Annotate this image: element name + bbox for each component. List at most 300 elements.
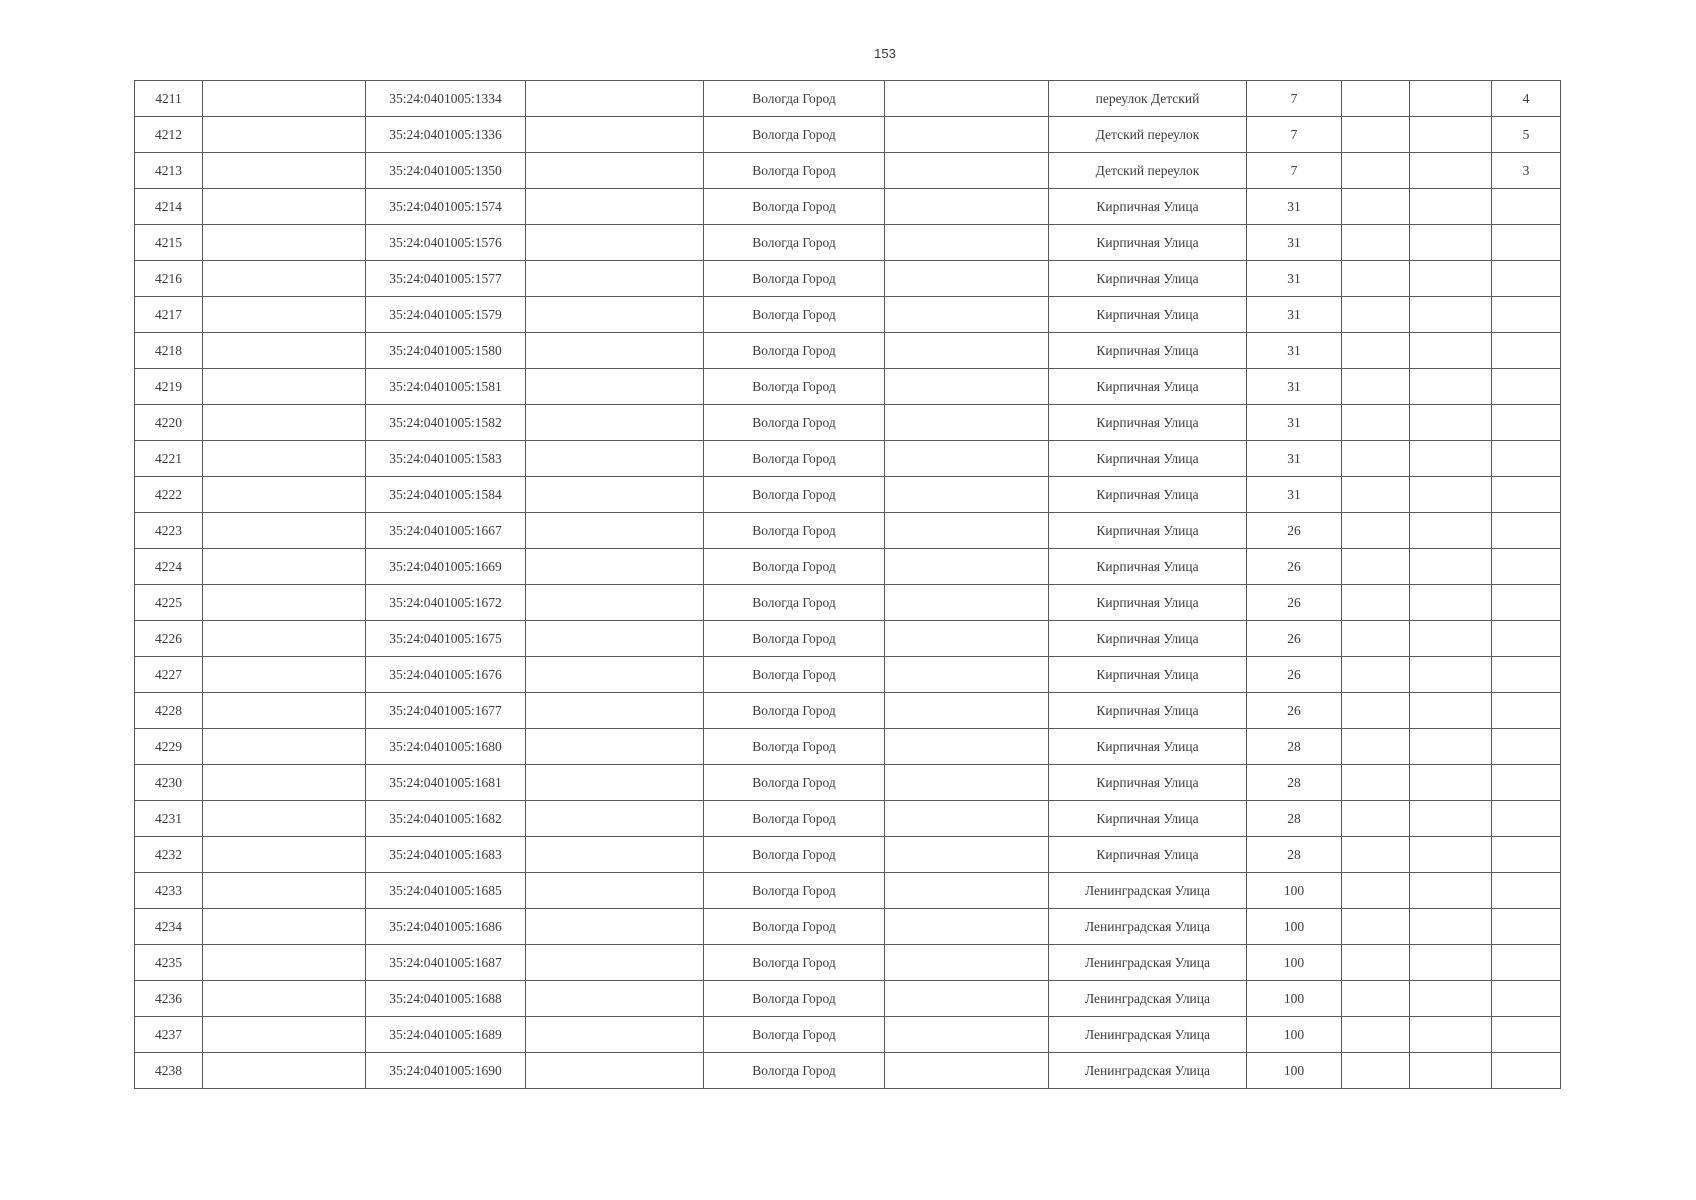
empty-cell <box>526 981 704 1017</box>
empty-cell <box>203 369 366 405</box>
apartment-cell <box>1492 693 1561 729</box>
empty-cell <box>1342 153 1410 189</box>
empty-cell <box>203 1053 366 1089</box>
empty-cell <box>203 801 366 837</box>
apartment-cell <box>1492 729 1561 765</box>
row-number-cell: 4211 <box>135 81 203 117</box>
table-row <box>135 477 1561 513</box>
street-cell: Ленинградская Улица <box>1049 873 1247 909</box>
house-number-cell: 26 <box>1247 657 1342 693</box>
empty-cell <box>203 81 366 117</box>
apartment-cell <box>1492 981 1561 1017</box>
empty-cell <box>1410 261 1492 297</box>
cadastral-number-cell: 35:24:0401005:1675 <box>366 621 526 657</box>
row-number-cell: 4235 <box>135 945 203 981</box>
empty-cell <box>526 837 704 873</box>
empty-cell <box>885 801 1049 837</box>
cadastral-number-cell: 35:24:0401005:1336 <box>366 117 526 153</box>
empty-cell <box>203 189 366 225</box>
apartment-cell <box>1492 621 1561 657</box>
house-number-cell: 28 <box>1247 837 1342 873</box>
empty-cell <box>1342 549 1410 585</box>
empty-cell <box>526 441 704 477</box>
cadastral-number-cell: 35:24:0401005:1687 <box>366 945 526 981</box>
table-row <box>135 441 1561 477</box>
locality-cell: Вологда Город <box>704 801 885 837</box>
empty-cell <box>1342 837 1410 873</box>
empty-cell <box>1342 1017 1410 1053</box>
apartment-cell <box>1492 369 1561 405</box>
apartment-cell <box>1492 765 1561 801</box>
locality-cell: Вологда Город <box>704 441 885 477</box>
apartment-cell <box>1492 549 1561 585</box>
house-number-cell: 26 <box>1247 513 1342 549</box>
empty-cell <box>526 729 704 765</box>
cadastral-number-cell: 35:24:0401005:1582 <box>366 405 526 441</box>
empty-cell <box>526 585 704 621</box>
locality-cell: Вологда Город <box>704 729 885 765</box>
empty-cell <box>1342 765 1410 801</box>
street-cell: Кирпичная Улица <box>1049 657 1247 693</box>
table-row <box>135 729 1561 765</box>
cadastral-number-cell: 35:24:0401005:1577 <box>366 261 526 297</box>
locality-cell: Вологда Город <box>704 477 885 513</box>
empty-cell <box>885 837 1049 873</box>
table-row <box>135 369 1561 405</box>
empty-cell <box>203 477 366 513</box>
empty-cell <box>203 945 366 981</box>
row-number-cell: 4238 <box>135 1053 203 1089</box>
empty-cell <box>885 1017 1049 1053</box>
cadastral-number-cell: 35:24:0401005:1584 <box>366 477 526 513</box>
house-number-cell: 100 <box>1247 1053 1342 1089</box>
row-number-cell: 4233 <box>135 873 203 909</box>
table-row <box>135 513 1561 549</box>
house-number-cell: 100 <box>1247 1017 1342 1053</box>
empty-cell <box>1410 801 1492 837</box>
apartment-cell <box>1492 261 1561 297</box>
empty-cell <box>203 693 366 729</box>
empty-cell <box>1410 189 1492 225</box>
empty-cell <box>1342 225 1410 261</box>
row-number-cell: 4215 <box>135 225 203 261</box>
table-row <box>135 909 1561 945</box>
house-number-cell: 31 <box>1247 369 1342 405</box>
empty-cell <box>526 765 704 801</box>
empty-cell <box>1410 441 1492 477</box>
street-cell: Ленинградская Улица <box>1049 1053 1247 1089</box>
empty-cell <box>885 333 1049 369</box>
table-body <box>135 81 1561 1089</box>
empty-cell <box>1410 657 1492 693</box>
empty-cell <box>203 441 366 477</box>
street-cell: Кирпичная Улица <box>1049 477 1247 513</box>
empty-cell <box>203 765 366 801</box>
empty-cell <box>526 801 704 837</box>
empty-cell <box>203 657 366 693</box>
empty-cell <box>1410 621 1492 657</box>
table-row <box>135 153 1561 189</box>
street-cell: Кирпичная Улица <box>1049 837 1247 873</box>
locality-cell: Вологда Город <box>704 909 885 945</box>
row-number-cell: 4230 <box>135 765 203 801</box>
empty-cell <box>1410 1053 1492 1089</box>
empty-cell <box>1410 1017 1492 1053</box>
row-number-cell: 4221 <box>135 441 203 477</box>
empty-cell <box>1342 585 1410 621</box>
street-cell: Кирпичная Улица <box>1049 441 1247 477</box>
table-row <box>135 693 1561 729</box>
apartment-cell <box>1492 333 1561 369</box>
empty-cell <box>203 909 366 945</box>
empty-cell <box>1342 909 1410 945</box>
locality-cell: Вологда Город <box>704 153 885 189</box>
empty-cell <box>526 1053 704 1089</box>
street-cell: Кирпичная Улица <box>1049 297 1247 333</box>
row-number-cell: 4222 <box>135 477 203 513</box>
empty-cell <box>1410 369 1492 405</box>
row-number-cell: 4220 <box>135 405 203 441</box>
table-row <box>135 405 1561 441</box>
empty-cell <box>526 297 704 333</box>
empty-cell <box>526 261 704 297</box>
table-row <box>135 657 1561 693</box>
empty-cell <box>1410 405 1492 441</box>
empty-cell <box>885 549 1049 585</box>
table-row <box>135 189 1561 225</box>
empty-cell <box>885 81 1049 117</box>
house-number-cell: 26 <box>1247 549 1342 585</box>
house-number-cell: 31 <box>1247 333 1342 369</box>
cadastral-number-cell: 35:24:0401005:1682 <box>366 801 526 837</box>
cadastral-number-cell: 35:24:0401005:1683 <box>366 837 526 873</box>
locality-cell: Вологда Город <box>704 405 885 441</box>
empty-cell <box>1342 945 1410 981</box>
empty-cell <box>1410 297 1492 333</box>
empty-cell <box>203 1017 366 1053</box>
cadastral-number-cell: 35:24:0401005:1681 <box>366 765 526 801</box>
house-number-cell: 28 <box>1247 729 1342 765</box>
locality-cell: Вологда Город <box>704 981 885 1017</box>
empty-cell <box>526 1017 704 1053</box>
empty-cell <box>1342 1053 1410 1089</box>
house-number-cell: 28 <box>1247 765 1342 801</box>
street-cell: Ленинградская Улица <box>1049 909 1247 945</box>
empty-cell <box>203 873 366 909</box>
row-number-cell: 4212 <box>135 117 203 153</box>
table-row <box>135 261 1561 297</box>
locality-cell: Вологда Город <box>704 693 885 729</box>
row-number-cell: 4232 <box>135 837 203 873</box>
row-number-cell: 4229 <box>135 729 203 765</box>
row-number-cell: 4218 <box>135 333 203 369</box>
house-number-cell: 26 <box>1247 693 1342 729</box>
empty-cell <box>1410 225 1492 261</box>
locality-cell: Вологда Город <box>704 765 885 801</box>
street-cell: Кирпичная Улица <box>1049 333 1247 369</box>
locality-cell: Вологда Город <box>704 621 885 657</box>
empty-cell <box>1410 693 1492 729</box>
empty-cell <box>1410 981 1492 1017</box>
empty-cell <box>203 333 366 369</box>
cadastral-number-cell: 35:24:0401005:1581 <box>366 369 526 405</box>
locality-cell: Вологда Город <box>704 657 885 693</box>
locality-cell: Вологда Город <box>704 945 885 981</box>
row-number-cell: 4224 <box>135 549 203 585</box>
street-cell: Кирпичная Улица <box>1049 729 1247 765</box>
table-row <box>135 621 1561 657</box>
apartment-cell <box>1492 945 1561 981</box>
apartment-cell <box>1492 405 1561 441</box>
empty-cell <box>203 225 366 261</box>
empty-cell <box>526 657 704 693</box>
street-cell: Детский переулок <box>1049 153 1247 189</box>
apartment-cell <box>1492 189 1561 225</box>
empty-cell <box>526 225 704 261</box>
empty-cell <box>1342 693 1410 729</box>
street-cell: Ленинградская Улица <box>1049 981 1247 1017</box>
street-cell: Кирпичная Улица <box>1049 801 1247 837</box>
empty-cell <box>885 369 1049 405</box>
street-cell: переулок Детский <box>1049 81 1247 117</box>
apartment-cell <box>1492 873 1561 909</box>
empty-cell <box>526 909 704 945</box>
empty-cell <box>885 621 1049 657</box>
empty-cell <box>526 945 704 981</box>
house-number-cell: 31 <box>1247 297 1342 333</box>
empty-cell <box>1342 801 1410 837</box>
empty-cell <box>203 837 366 873</box>
empty-cell <box>526 153 704 189</box>
table-row <box>135 945 1561 981</box>
empty-cell <box>526 693 704 729</box>
cadastral-number-cell: 35:24:0401005:1583 <box>366 441 526 477</box>
locality-cell: Вологда Город <box>704 513 885 549</box>
empty-cell <box>1410 549 1492 585</box>
empty-cell <box>1342 981 1410 1017</box>
empty-cell <box>885 945 1049 981</box>
locality-cell: Вологда Город <box>704 225 885 261</box>
empty-cell <box>1342 729 1410 765</box>
empty-cell <box>526 873 704 909</box>
cadastral-number-cell: 35:24:0401005:1685 <box>366 873 526 909</box>
empty-cell <box>885 765 1049 801</box>
street-cell: Кирпичная Улица <box>1049 693 1247 729</box>
apartment-cell: 3 <box>1492 153 1561 189</box>
apartment-cell: 5 <box>1492 117 1561 153</box>
locality-cell: Вологда Город <box>704 333 885 369</box>
empty-cell <box>526 405 704 441</box>
row-number-cell: 4236 <box>135 981 203 1017</box>
empty-cell <box>885 405 1049 441</box>
cadastral-number-cell: 35:24:0401005:1579 <box>366 297 526 333</box>
empty-cell <box>1342 189 1410 225</box>
house-number-cell: 7 <box>1247 81 1342 117</box>
table-row <box>135 801 1561 837</box>
street-cell: Кирпичная Улица <box>1049 369 1247 405</box>
row-number-cell: 4237 <box>135 1017 203 1053</box>
table-row <box>135 333 1561 369</box>
table-row <box>135 873 1561 909</box>
empty-cell <box>203 405 366 441</box>
empty-cell <box>885 909 1049 945</box>
empty-cell <box>1410 729 1492 765</box>
house-number-cell: 31 <box>1247 225 1342 261</box>
table-row <box>135 81 1561 117</box>
cadastral-number-cell: 35:24:0401005:1689 <box>366 1017 526 1053</box>
row-number-cell: 4217 <box>135 297 203 333</box>
empty-cell <box>203 117 366 153</box>
empty-cell <box>885 981 1049 1017</box>
house-number-cell: 100 <box>1247 945 1342 981</box>
empty-cell <box>203 729 366 765</box>
house-number-cell: 7 <box>1247 117 1342 153</box>
street-cell: Кирпичная Улица <box>1049 189 1247 225</box>
empty-cell <box>885 189 1049 225</box>
house-number-cell: 26 <box>1247 585 1342 621</box>
empty-cell <box>1342 513 1410 549</box>
cadastral-number-cell: 35:24:0401005:1574 <box>366 189 526 225</box>
row-number-cell: 4228 <box>135 693 203 729</box>
empty-cell <box>1342 117 1410 153</box>
empty-cell <box>526 189 704 225</box>
empty-cell <box>885 261 1049 297</box>
empty-cell <box>885 513 1049 549</box>
house-number-cell: 31 <box>1247 441 1342 477</box>
table-row <box>135 225 1561 261</box>
house-number-cell: 31 <box>1247 405 1342 441</box>
empty-cell <box>1410 477 1492 513</box>
house-number-cell: 28 <box>1247 801 1342 837</box>
empty-cell <box>526 81 704 117</box>
street-cell: Кирпичная Улица <box>1049 621 1247 657</box>
empty-cell <box>203 513 366 549</box>
empty-cell <box>885 225 1049 261</box>
house-number-cell: 31 <box>1247 261 1342 297</box>
empty-cell <box>526 513 704 549</box>
empty-cell <box>1342 333 1410 369</box>
empty-cell <box>1410 585 1492 621</box>
street-cell: Кирпичная Улица <box>1049 405 1247 441</box>
house-number-cell: 100 <box>1247 981 1342 1017</box>
empty-cell <box>885 1053 1049 1089</box>
cadastral-number-cell: 35:24:0401005:1688 <box>366 981 526 1017</box>
apartment-cell: 4 <box>1492 81 1561 117</box>
table-row <box>135 117 1561 153</box>
locality-cell: Вологда Город <box>704 837 885 873</box>
empty-cell <box>885 873 1049 909</box>
apartment-cell <box>1492 225 1561 261</box>
table-row <box>135 1053 1561 1089</box>
cadastral-number-cell: 35:24:0401005:1350 <box>366 153 526 189</box>
street-cell: Кирпичная Улица <box>1049 261 1247 297</box>
empty-cell <box>203 297 366 333</box>
empty-cell <box>203 549 366 585</box>
apartment-cell <box>1492 441 1561 477</box>
locality-cell: Вологда Город <box>704 81 885 117</box>
empty-cell <box>1410 765 1492 801</box>
empty-cell <box>1410 513 1492 549</box>
house-number-cell: 100 <box>1247 909 1342 945</box>
empty-cell <box>203 153 366 189</box>
empty-cell <box>1410 837 1492 873</box>
empty-cell <box>526 549 704 585</box>
cadastral-number-cell: 35:24:0401005:1672 <box>366 585 526 621</box>
house-number-cell: 7 <box>1247 153 1342 189</box>
empty-cell <box>203 585 366 621</box>
empty-cell <box>526 117 704 153</box>
empty-cell <box>1410 909 1492 945</box>
empty-cell <box>1342 369 1410 405</box>
empty-cell <box>203 981 366 1017</box>
locality-cell: Вологда Город <box>704 1053 885 1089</box>
apartment-cell <box>1492 585 1561 621</box>
cadastral-number-cell: 35:24:0401005:1686 <box>366 909 526 945</box>
locality-cell: Вологда Город <box>704 549 885 585</box>
street-cell: Кирпичная Улица <box>1049 225 1247 261</box>
cadastral-number-cell: 35:24:0401005:1680 <box>366 729 526 765</box>
empty-cell <box>1410 153 1492 189</box>
row-number-cell: 4231 <box>135 801 203 837</box>
row-number-cell: 4227 <box>135 657 203 693</box>
cadastral-number-cell: 35:24:0401005:1676 <box>366 657 526 693</box>
empty-cell <box>1342 873 1410 909</box>
empty-cell <box>1342 657 1410 693</box>
registry-table <box>134 80 1561 1089</box>
street-cell: Детский переулок <box>1049 117 1247 153</box>
table-row <box>135 1017 1561 1053</box>
street-cell: Кирпичная Улица <box>1049 585 1247 621</box>
house-number-cell: 100 <box>1247 873 1342 909</box>
empty-cell <box>526 621 704 657</box>
cadastral-number-cell: 35:24:0401005:1576 <box>366 225 526 261</box>
apartment-cell <box>1492 1053 1561 1089</box>
house-number-cell: 31 <box>1247 189 1342 225</box>
cadastral-number-cell: 35:24:0401005:1667 <box>366 513 526 549</box>
locality-cell: Вологда Город <box>704 261 885 297</box>
cadastral-number-cell: 35:24:0401005:1334 <box>366 81 526 117</box>
empty-cell <box>885 585 1049 621</box>
house-number-cell: 31 <box>1247 477 1342 513</box>
cadastral-number-cell: 35:24:0401005:1690 <box>366 1053 526 1089</box>
empty-cell <box>526 477 704 513</box>
empty-cell <box>1342 297 1410 333</box>
apartment-cell <box>1492 1017 1561 1053</box>
row-number-cell: 4225 <box>135 585 203 621</box>
house-number-cell: 26 <box>1247 621 1342 657</box>
locality-cell: Вологда Город <box>704 1017 885 1053</box>
empty-cell <box>1410 873 1492 909</box>
empty-cell <box>885 477 1049 513</box>
row-number-cell: 4219 <box>135 369 203 405</box>
row-number-cell: 4214 <box>135 189 203 225</box>
locality-cell: Вологда Город <box>704 189 885 225</box>
row-number-cell: 4223 <box>135 513 203 549</box>
empty-cell <box>526 369 704 405</box>
table-row <box>135 297 1561 333</box>
empty-cell <box>885 153 1049 189</box>
page-number: 153 <box>874 46 896 61</box>
table-row <box>135 981 1561 1017</box>
table-row <box>135 837 1561 873</box>
street-cell: Кирпичная Улица <box>1049 549 1247 585</box>
empty-cell <box>526 333 704 369</box>
empty-cell <box>885 693 1049 729</box>
empty-cell <box>885 441 1049 477</box>
empty-cell <box>1342 81 1410 117</box>
empty-cell <box>885 657 1049 693</box>
empty-cell <box>1410 333 1492 369</box>
